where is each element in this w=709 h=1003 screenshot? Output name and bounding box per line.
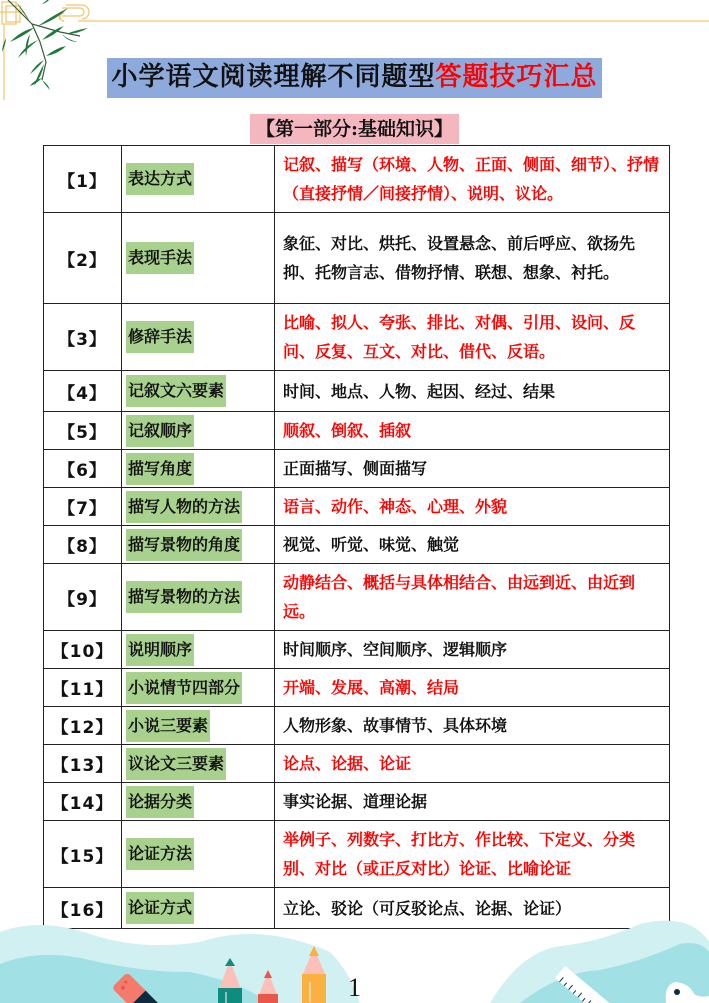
table-row [44,707,670,745]
row-number-text: 【8】 [58,537,107,557]
row-value: 记叙、描写（环境、人物、正面、侧面、细节）、抒情（直接抒情／间接抒情）、说明、议论。 [275,146,670,213]
table-row [44,783,670,821]
row-label-cell [122,146,275,213]
row-number-text: 【12】 [51,718,114,738]
row-label: 描写人物的方法 [126,491,242,523]
row-value: 立论、驳论（可反驳论点、论据、论证） [275,888,670,929]
row-label-cell [122,526,275,564]
table-row [44,146,670,213]
row-label: 论证方式 [126,892,194,924]
row-value: 人物形象、故事情节、具体环境 [275,707,670,745]
row-number-text: 【10】 [51,642,114,662]
row-label: 修辞手法 [126,321,194,353]
row-number [44,412,122,450]
table-row [44,304,670,371]
row-value: 开端、发展、高潮、结局 [275,669,670,707]
row-number [44,488,122,526]
row-value: 语言、动作、神态、心理、外貌 [275,488,670,526]
row-value: 动静结合、概括与具体相结合、由远到近、由近到远。 [275,564,670,631]
row-label: 表现手法 [126,242,194,274]
row-label-cell [122,213,275,304]
row-number [44,783,122,821]
row-label-cell [122,631,275,669]
row-value: 比喻、拟人、夸张、排比、对偶、引用、设问、反问、反复、互文、对比、借代、反语。 [275,304,670,371]
row-label: 说明顺序 [126,634,194,666]
row-label-cell [122,707,275,745]
table-row [44,213,670,304]
row-label: 论据分类 [126,786,194,818]
row-value: 举例子、列数字、打比方、作比较、下定义、分类别、对比（或正反对比）论证、比喻论证 [275,821,670,888]
row-value: 正面描写、侧面描写 [275,450,670,488]
table-row [44,450,670,488]
row-number-text: 【6】 [58,461,107,481]
row-number-text: 【1】 [58,171,107,192]
row-value: 象征、对比、烘托、设置悬念、前后呼应、欲扬先抑、托物言志、借物抒情、联想、想象、衬托。 [275,213,670,304]
row-label-cell [122,304,275,371]
row-number [44,304,122,371]
row-label-cell [122,783,275,821]
table-row [44,371,670,412]
row-label-cell [122,488,275,526]
row-label-cell [122,745,275,783]
row-number [44,745,122,783]
row-label: 描写景物的方法 [126,581,242,613]
row-value: 时间、地点、人物、起因、经过、结果 [275,371,670,412]
row-label-cell [122,412,275,450]
row-number-text: 【4】 [58,383,107,404]
table-row [44,745,670,783]
row-number-text: 【16】 [51,900,114,921]
row-label: 表达方式 [126,163,194,195]
row-number-text: 【2】 [58,250,107,271]
row-number-text: 【14】 [51,794,114,814]
row-number-text: 【11】 [51,680,114,700]
row-number-text: 【13】 [51,756,114,776]
row-value: 事实论据、道理论据 [275,783,670,821]
row-label-cell [122,371,275,412]
row-number [44,526,122,564]
table-row [44,526,670,564]
row-label: 小说情节四部分 [126,672,242,704]
row-label-cell [122,669,275,707]
row-number-text: 【9】 [58,589,107,610]
row-value: 视觉、听觉、味觉、触觉 [275,526,670,564]
row-label: 记叙文六要素 [126,375,226,407]
title-main: 小学语文阅读理解不同题型 [111,62,436,92]
table-row [44,821,670,888]
table-row [44,669,670,707]
row-number [44,631,122,669]
row-number-text: 【5】 [58,423,107,443]
row-number-text: 【15】 [51,846,114,867]
table-row [44,412,670,450]
row-value: 论点、论据、论证 [275,745,670,783]
row-label-cell [122,450,275,488]
row-number [44,371,122,412]
title-highlight: 答题技巧汇总 [435,62,598,92]
row-number [44,821,122,888]
row-number [44,213,122,304]
row-number [44,707,122,745]
table-row [44,488,670,526]
row-label: 小说三要素 [126,710,210,742]
row-number [44,146,122,213]
row-number [44,669,122,707]
row-number [44,564,122,631]
row-label: 记叙顺序 [126,415,194,447]
row-label: 描写角度 [126,453,194,485]
row-label: 描写景物的角度 [126,529,242,561]
knowledge-table [43,145,670,929]
table-row [44,631,670,669]
row-number [44,450,122,488]
table-row [44,564,670,631]
page-number: 1 [348,973,361,1002]
row-value: 时间顺序、空间顺序、逻辑顺序 [275,631,670,669]
row-number-text: 【7】 [58,499,107,519]
row-number-text: 【3】 [58,329,107,350]
row-label-cell [122,564,275,631]
page-title [107,58,601,98]
row-label: 论证方法 [126,838,194,870]
row-value: 顺叙、倒叙、插叙 [275,412,670,450]
row-label-cell [122,821,275,888]
section-heading: 【第一部分:基础知识】 [250,114,459,144]
row-label: 议论文三要素 [126,748,226,780]
